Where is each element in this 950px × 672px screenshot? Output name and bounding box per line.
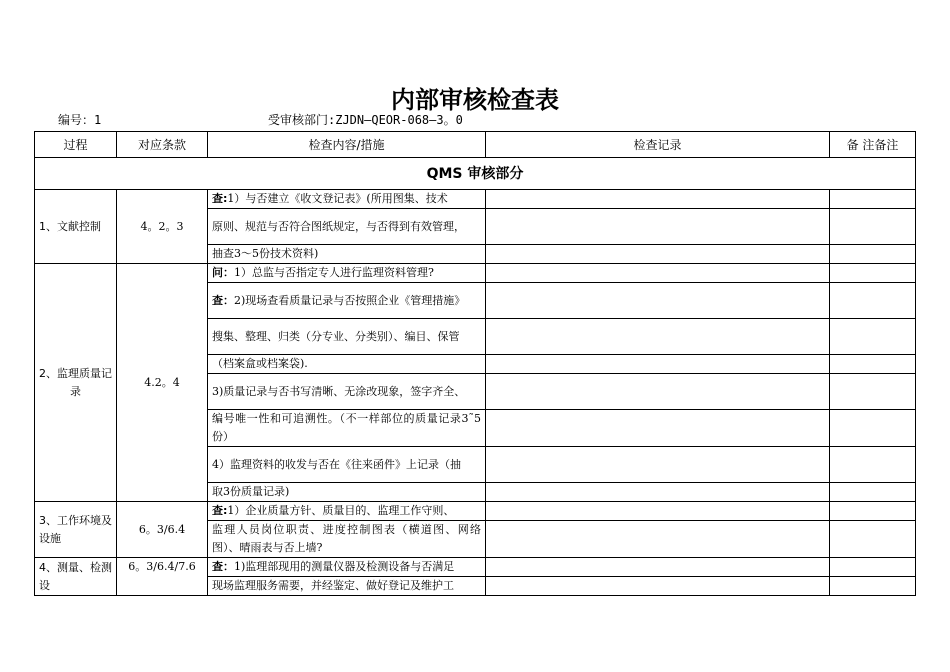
table-header-row: [35, 132, 916, 158]
record-cell[interactable]: [486, 264, 830, 283]
remark-cell[interactable]: [830, 264, 916, 283]
remark-cell[interactable]: [830, 483, 916, 502]
content-cell: 取3份质量记录): [208, 483, 486, 502]
clause-cell: 4。2。3: [117, 190, 208, 264]
remark-cell[interactable]: [830, 577, 916, 596]
content-cell: 搜集、整理、归类（分专业、分类别）、编目、保管: [208, 319, 486, 355]
document-number: 编号：1: [58, 113, 102, 127]
remark-cell[interactable]: [830, 447, 916, 483]
table-row: [35, 502, 916, 521]
table-row: [35, 190, 916, 209]
section-row: [35, 158, 916, 190]
process-cell: 1、文献控制: [35, 190, 117, 264]
content-cell: 3)质量记录与否书写清晰、无涂改现象，签字齐全、: [208, 374, 486, 410]
remark-cell[interactable]: [830, 410, 916, 447]
content-cell: 原则、规范与否符合图纸规定，与否得到有效管理，: [208, 209, 486, 245]
record-cell[interactable]: [486, 410, 830, 447]
remark-cell[interactable]: [830, 209, 916, 245]
audit-checklist-table: [34, 131, 916, 596]
remark-cell[interactable]: [830, 374, 916, 410]
remark-cell[interactable]: [830, 319, 916, 355]
record-cell[interactable]: [486, 577, 830, 596]
audited-department: 受审核部门:ZJDN—QEOR-068—3。0: [268, 113, 463, 127]
record-cell[interactable]: [486, 447, 830, 483]
content-cell: 监理人员岗位职责、进度控制图表（横道图、网络图）、晴雨表与否上墙?: [208, 521, 486, 558]
clause-cell: 4.2。4: [117, 264, 208, 502]
header-process: 过程: [35, 132, 117, 158]
remark-cell[interactable]: [830, 190, 916, 209]
content-cell: 现场监理服务需要，并经鉴定、做好登记及维护工: [208, 577, 486, 596]
record-cell[interactable]: [486, 319, 830, 355]
remark-cell[interactable]: [830, 283, 916, 319]
record-cell[interactable]: [486, 502, 830, 521]
section-title: QMS 审核部分: [35, 158, 916, 190]
record-cell[interactable]: [486, 483, 830, 502]
page-title: 内部审核检查表: [391, 86, 559, 114]
header-content: 检查内容/措施: [208, 132, 486, 158]
content-cell: （档案盒或档案袋).: [208, 355, 486, 374]
record-cell[interactable]: [486, 190, 830, 209]
header-clause: 对应条款: [117, 132, 208, 158]
content-cell: 问：1）总监与否指定专人进行监理资料管理?: [208, 264, 486, 283]
record-cell[interactable]: [486, 283, 830, 319]
process-cell: 2、监理质量记录: [35, 264, 117, 502]
process-cell: 4、测量、检测设: [35, 558, 117, 596]
table-row: [35, 264, 916, 283]
record-cell[interactable]: [486, 355, 830, 374]
content-cell: 查:1）与否建立《收文登记表》(所用图集、技术: [208, 190, 486, 209]
content-cell: 4）监理资料的收发与否在《往来函件》上记录（抽: [208, 447, 486, 483]
header-remark: 备 注备注: [830, 132, 916, 158]
record-cell[interactable]: [486, 521, 830, 558]
content-cell: 查:1）企业质量方针、质量目的、监理工作守则、: [208, 502, 486, 521]
clause-cell: 6。3/6.4: [117, 502, 208, 558]
remark-cell[interactable]: [830, 558, 916, 577]
content-cell: 编号唯一性和可追溯性。（不一样部位的质量记录3˜5份）: [208, 410, 486, 447]
remark-cell[interactable]: [830, 502, 916, 521]
record-cell[interactable]: [486, 558, 830, 577]
record-cell[interactable]: [486, 374, 830, 410]
clause-cell: 6。3/6.4/7.6: [117, 558, 208, 596]
table-row: [35, 558, 916, 577]
content-cell: 抽查3～5份技术资料): [208, 245, 486, 264]
content-cell: 查：1)监理部现用的测量仪器及检测设备与否满足: [208, 558, 486, 577]
remark-cell[interactable]: [830, 355, 916, 374]
remark-cell[interactable]: [830, 521, 916, 558]
record-cell[interactable]: [486, 209, 830, 245]
process-cell: 3、工作环境及设施: [35, 502, 117, 558]
content-cell: 查：2)现场查看质量记录与否按照企业《管理措施》: [208, 283, 486, 319]
remark-cell[interactable]: [830, 245, 916, 264]
header-record: 检查记录: [486, 132, 830, 158]
record-cell[interactable]: [486, 245, 830, 264]
